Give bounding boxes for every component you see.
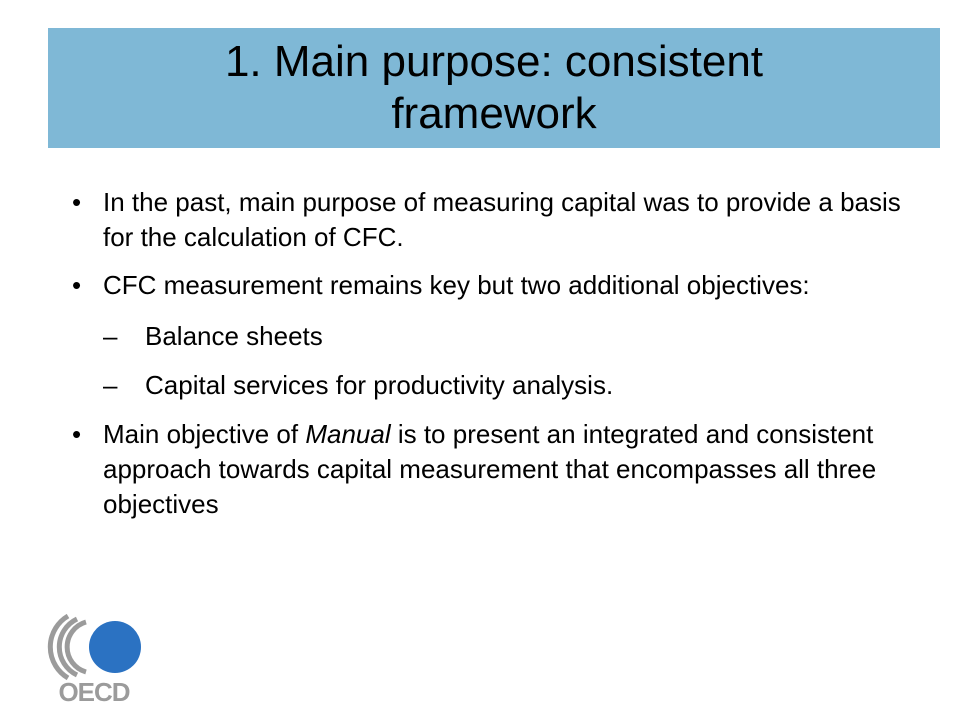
dash-marker: – [103, 370, 118, 400]
sub-bullet-item [103, 368, 922, 403]
bullet-item [72, 417, 922, 522]
bullet-text-lead: Main objective of [103, 419, 306, 449]
oecd-logo-icon [46, 608, 142, 704]
logo-circle [89, 621, 141, 673]
logo-arcs [50, 616, 86, 678]
bullet-marker: • [72, 187, 82, 217]
emphasized-term: Manual [305, 419, 391, 449]
dash-marker: – [103, 321, 118, 351]
bullet-text: CFC measurement remains key but two additional objectives: [103, 270, 810, 300]
bullet-text: In the past, main purpose of measuring capital was to provide a basis for the calculation of CFC. [103, 187, 901, 252]
bullet-item [72, 268, 922, 403]
sub-bullet-text: Capital services for productivity analysis. [145, 370, 614, 400]
bullet-marker: • [72, 419, 82, 449]
sub-bullet-item [103, 319, 922, 354]
logo-wordmark: OECD [58, 677, 130, 704]
bullet-list [72, 185, 922, 535]
slide-title: 1. Main purpose: consistent framework [224, 37, 764, 138]
sub-bullet-text: Balance sheets [145, 321, 323, 351]
oecd-logo [46, 608, 142, 704]
bullet-marker: • [72, 270, 82, 300]
sub-bullet-list [103, 319, 922, 403]
bullet-text-tail: is to present an integrated and consistent approach towards capital measurement that encompasses all three objectives [103, 419, 877, 519]
bullet-item [72, 185, 922, 255]
title-band [48, 28, 940, 148]
